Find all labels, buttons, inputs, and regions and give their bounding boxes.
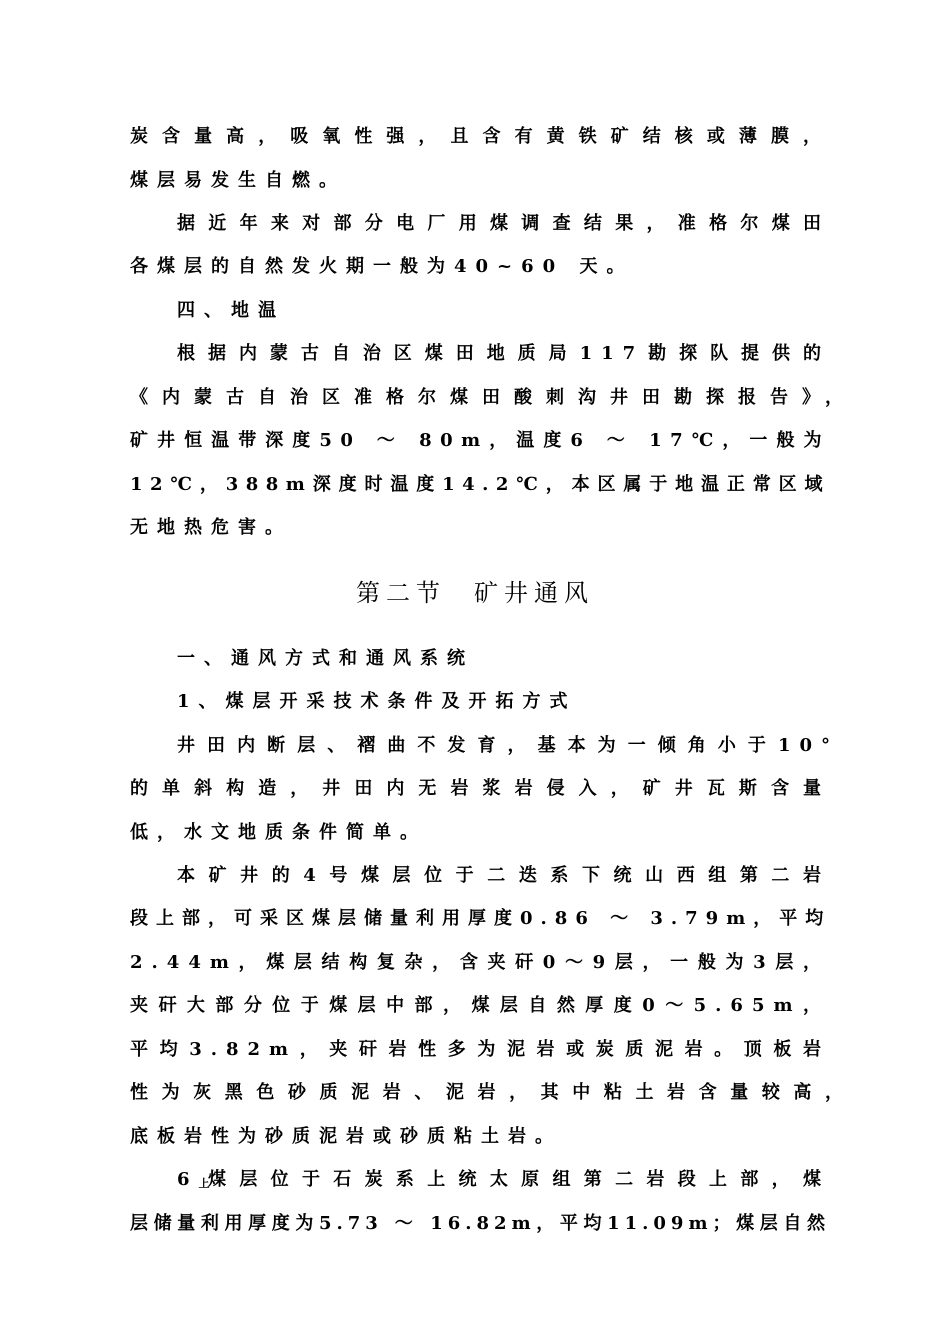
section-heading-title: 矿井通风 bbox=[474, 579, 594, 607]
paragraph-line: 根据内蒙古自治区煤田地质局117勘探队提供的 bbox=[177, 343, 830, 364]
paragraph-line: 的单斜构造，井田内无岩浆岩侵入，矿井瓦斯含量 bbox=[130, 778, 830, 799]
paragraph-line: 炭含量高，吸氧性强，且含有黄铁矿结核或薄膜， bbox=[130, 126, 830, 147]
section-heading bbox=[0, 578, 950, 608]
paragraph-line: 无地热危害。 bbox=[130, 517, 292, 538]
paragraph-line: 层储量利用厚度为5.73 ～ 16.82m，平均11.09m；煤层自然 bbox=[130, 1213, 830, 1234]
paragraph-line: 据近年来对部分电厂用煤调查结果，准格尔煤田 bbox=[177, 213, 830, 234]
seam-number: 6 bbox=[177, 1169, 199, 1190]
section-heading-number: 第二节 bbox=[356, 579, 446, 607]
paragraph-line: 井田内断层、褶曲不发育，基本为一倾角小于10° bbox=[177, 735, 839, 756]
paragraph-line: 煤层位于石炭系上统太原组第二岩段上部，煤 bbox=[208, 1169, 830, 1190]
seam-subscript: 上 bbox=[198, 1177, 210, 1190]
subheading: 一、通风方式和通风系统 bbox=[177, 648, 474, 669]
subheading: 四、地温 bbox=[177, 300, 285, 321]
paragraph-line: 矿井恒温带深度50 ～ 80m，温度6 ～ 17℃，一般为 bbox=[130, 430, 830, 451]
paragraph-line: 低，水文地质条件简单。 bbox=[130, 822, 427, 843]
paragraph-line: 12℃，388m深度时温度14.2℃，本区属于地温正常区域 bbox=[130, 474, 830, 495]
paragraph-line: 2.44m，煤层结构复杂，含夹矸0～9层，一般为3层， bbox=[130, 952, 830, 973]
paragraph-line: 性为灰黑色砂质泥岩、泥岩，其中粘土岩含量较高， bbox=[130, 1082, 852, 1103]
paragraph-line: 平均3.82m，夹矸岩性多为泥岩或炭质泥岩。顶板岩 bbox=[130, 1039, 830, 1060]
paragraph-line: 煤层易发生自燃。 bbox=[130, 170, 346, 191]
paragraph-line: 《内蒙古自治区准格尔煤田酸刺沟井田勘探报告》， bbox=[130, 387, 852, 408]
subheading: 1、煤层开采技术条件及开拓方式 bbox=[177, 691, 577, 712]
paragraph-line: 段上部，可采区煤层储量利用厚度0.86 ～ 3.79m，平均 bbox=[130, 908, 832, 929]
paragraph-line: 底板岩性为砂质泥岩或砂质粘土岩。 bbox=[130, 1126, 562, 1147]
paragraph-line: 夹矸大部分位于煤层中部，煤层自然厚度0～5.65m， bbox=[130, 995, 830, 1016]
paragraph-line: 本矿井的4号煤层位于二迭系下统山西组第二岩 bbox=[177, 865, 830, 886]
paragraph-line: 各煤层的自然发火期一般为40~60 天。 bbox=[130, 256, 634, 277]
